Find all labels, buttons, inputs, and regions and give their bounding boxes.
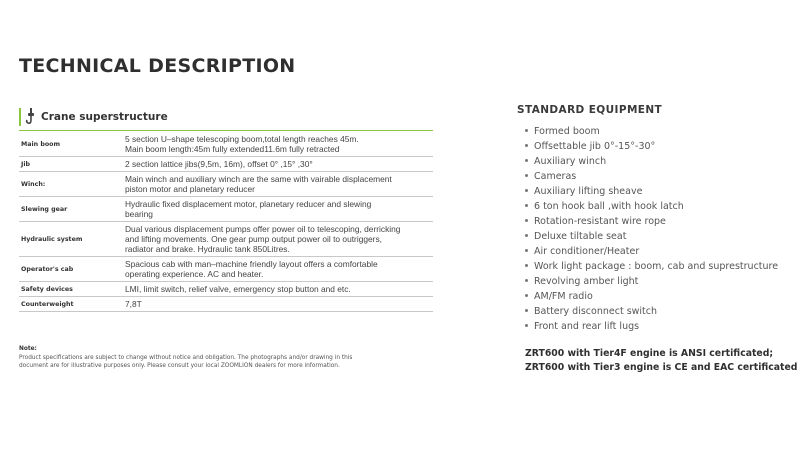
standard-equipment-label: Cameras [534, 171, 577, 182]
spec-key: Main boom [19, 132, 125, 157]
standard-equipment-item [525, 319, 778, 334]
spec-value [125, 157, 433, 172]
note-label: Note: [19, 346, 37, 352]
standard-equipment-label: Auxiliary lifting sheave [534, 186, 643, 197]
spec-value-line: Hydraulic fixed displacement motor, planetary reducer and slewing [125, 199, 372, 209]
note-line: Product specifications are subject to change without notice and obligation. The photographs and/or drawing in this [19, 354, 353, 361]
certification-line: ZRT600 with Tier3 engine is CE and EAC certificated [525, 362, 798, 373]
spec-value-line: 2 section lattice jibs(9,5m, 16m), offset 0° ,15° ,30° [125, 159, 313, 169]
standard-equipment-label: Revolving amber light [534, 276, 639, 287]
bullet-icon [525, 189, 528, 192]
standard-equipment-item [525, 169, 778, 184]
spec-value-line: Main boom length:45m fully extended11.6m fully retracted [125, 144, 340, 154]
standard-equipment-item [525, 199, 778, 214]
spec-row [19, 132, 433, 157]
crane-hook-icon [25, 108, 37, 126]
spec-value [125, 297, 433, 312]
spec-value [125, 282, 433, 297]
standard-equipment-label: Front and rear lift lugs [534, 321, 640, 332]
spec-key: Hydraulic system [19, 222, 125, 257]
standard-equipment-label: Air conditioner/Heater [534, 246, 640, 257]
note-block [19, 345, 429, 371]
spec-row [19, 257, 433, 282]
standard-equipment-label: Work light package : boom, cab and suprestructure [534, 261, 779, 272]
bullet-icon [525, 324, 528, 327]
spec-key: Jib [19, 157, 125, 172]
bullet-icon [525, 174, 528, 177]
bullet-icon [525, 264, 528, 267]
spec-value-line: bearing [125, 209, 153, 219]
standard-equipment-label: Deluxe tiltable seat [534, 231, 627, 242]
standard-equipment-item [525, 124, 778, 139]
standard-equipment-item [525, 274, 778, 289]
spec-value-line: 7,8T [125, 299, 142, 309]
spec-value-line: 5 section U–shape telescoping boom,total length reaches 45m. [125, 134, 359, 144]
section-header [19, 107, 433, 131]
spec-key: Counterweight [19, 297, 125, 312]
standard-equipment-item [525, 244, 778, 259]
page-title: TECHNICAL DESCRIPTION [19, 55, 296, 77]
standard-equipment-item [525, 214, 778, 229]
standard-equipment-item [525, 289, 778, 304]
spec-value-line: operating experience. AC and heater. [125, 269, 264, 279]
standard-equipment-item [525, 259, 778, 274]
bullet-icon [525, 144, 528, 147]
spec-key: Operator's cab [19, 257, 125, 282]
standard-equipment-item [525, 304, 778, 319]
spec-row [19, 222, 433, 257]
standard-equipment-label: Rotation-resistant wire rope [534, 216, 666, 227]
section-title: Crane superstructure [41, 111, 168, 123]
section-accent-bar [19, 108, 21, 126]
bullet-icon [525, 129, 528, 132]
spec-value-line: and lifting movements. One gear pump output power oil to outriggers, [125, 234, 382, 244]
spec-value-line: LMI, limit switch, relief valve, emergency stop button and etc. [125, 284, 351, 294]
spec-value-line: Spacious cab with man–machine friendly layout offers a comfortable [125, 259, 378, 269]
standard-equipment-list [525, 124, 778, 334]
spec-value-line: radiator and brake. Hydraulic tank 850Litres. [125, 244, 290, 254]
spec-table [19, 132, 433, 312]
spec-value [125, 172, 433, 197]
standard-equipment-item [525, 229, 778, 244]
spec-row [19, 157, 433, 172]
standard-equipment-label: Formed boom [534, 126, 600, 137]
section-rule [19, 130, 433, 131]
spec-key: Slewing gear [19, 197, 125, 222]
spec-value-line: piston motor and planetary reducer [125, 184, 255, 194]
spec-row [19, 297, 433, 312]
spec-value [125, 222, 433, 257]
certification-line: ZRT600 with Tier4F engine is ANSI certificated; [525, 348, 774, 359]
standard-equipment-item [525, 184, 778, 199]
spec-value-line: Main winch and auxiliary winch are the same with vairable displacement [125, 174, 392, 184]
standard-equipment-label: Offsettable jib 0°-15°-30° [534, 141, 656, 152]
standard-equipment-label: 6 ton hook ball ,with hook latch [534, 201, 684, 212]
bullet-icon [525, 204, 528, 207]
spec-value [125, 132, 433, 157]
spec-value [125, 257, 433, 282]
spec-value [125, 197, 433, 222]
standard-equipment-label: Battery disconnect switch [534, 306, 658, 317]
standard-equipment-item [525, 139, 778, 154]
bullet-icon [525, 249, 528, 252]
bullet-icon [525, 279, 528, 282]
bullet-icon [525, 294, 528, 297]
spec-value-line: Dual various displacement pumps offer power oil to telescoping, derricking [125, 224, 401, 234]
bullet-icon [525, 159, 528, 162]
spec-row [19, 282, 433, 297]
spec-row [19, 172, 433, 197]
bullet-icon [525, 309, 528, 312]
spec-key: Safety devices [19, 282, 125, 297]
spec-row [19, 197, 433, 222]
bullet-icon [525, 234, 528, 237]
bullet-icon [525, 219, 528, 222]
standard-equipment-item [525, 154, 778, 169]
spec-key: Winch: [19, 172, 125, 197]
standard-equipment-label: Auxiliary winch [534, 156, 607, 167]
standard-equipment-label: AM/FM radio [534, 291, 593, 302]
standard-equipment-title: STANDARD EQUIPMENT [517, 104, 663, 116]
note-line: document are for illustrative purposes only. Please consult your local ZOOMLION dealers for more information. [19, 363, 340, 369]
